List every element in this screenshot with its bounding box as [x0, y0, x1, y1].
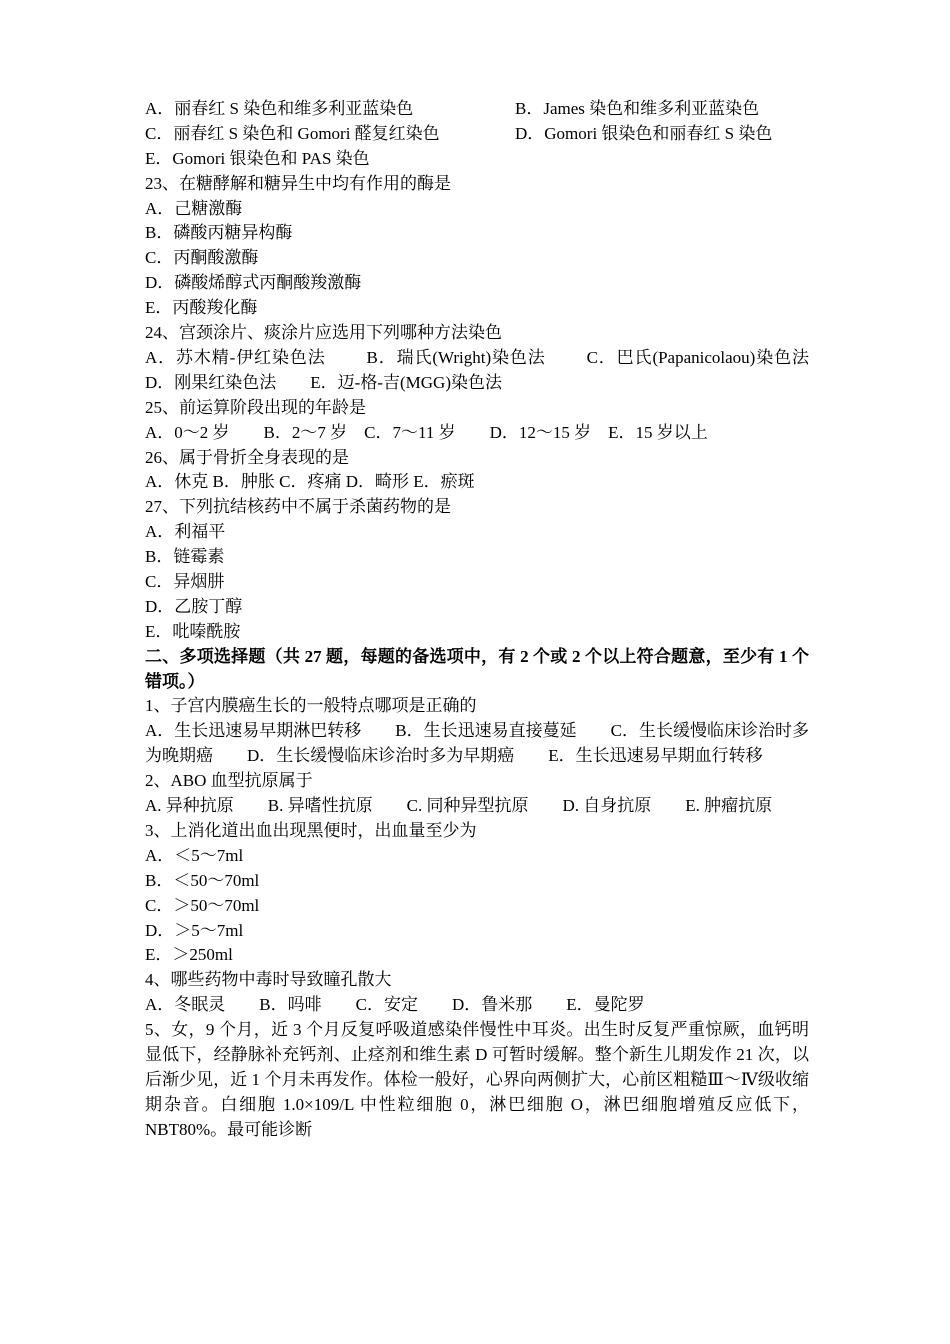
m4-options: A．冬眠灵 B．吗啡 C．安定 D．鲁米那 E．曼陀罗 [145, 995, 645, 1015]
q22-option-b: B．James 染色和维多利亚蓝染色 [515, 99, 760, 118]
q27-stem: 27、下列抗结核药中不属于杀菌药物的是 [145, 497, 451, 517]
q23-option-e: E．丙酸羧化酶 [145, 298, 258, 318]
q22-option-a: A．丽春红 S 染色和维多利亚蓝染色 [145, 99, 414, 118]
q22-options-row-2 [145, 122, 809, 147]
q23-option-c: C．丙酮酸激酶 [145, 248, 259, 268]
m1-stem: 1、子宫内膜癌生长的一般特点哪项是正确的 [145, 696, 477, 716]
m4-stem: 4、哪些药物中毒时导致瞳孔散大 [145, 970, 392, 990]
m5-stem: 5、女，9 个月，近 3 个月反复呼吸道感染伴慢性中耳炎。出生时反复严重惊厥，血钙明显低下，经静脉补充钙剂、止痉剂和维生素 D 可暂时缓解。整个新生儿期发作 21 次，以后渐少见，近 1 个月未再发作。体检一般好，心界向两侧扩大，心前区粗糙Ⅲ～Ⅳ级收缩期杂音。白细胞 1.0×109/L 中性粒细胞 0，淋巴细胞 O，淋巴细胞增殖反应低下，NBT80%。最可能诊断 [145, 1020, 809, 1139]
q23-option-b: B．磷酸丙糖异构酶 [145, 223, 293, 243]
q22-option-c: C．丽春红 S 染色和 Gomori 醛复红染色 [145, 123, 440, 143]
m1-options: A．生长迅速易早期淋巴转移 B．生长迅速易直接蔓延 C．生长缓慢临床诊治时多为晚期癌 D．生长缓慢临床诊治时多为早期癌 E．生长迅速易早期血行转移 [145, 721, 809, 766]
document-page [145, 97, 843, 1143]
m2-options: A. 异种抗原 B. 异嗜性抗原 C. 同种异型抗原 D. 自身抗原 E. 肿瘤抗原 [145, 796, 773, 816]
q22-options-row-1 [145, 97, 809, 122]
q27-option-b: B．链霉素 [145, 547, 225, 567]
m3-option-a: A．＜5～7ml [145, 845, 244, 865]
m2-stem: 2、ABO 血型抗原属于 [145, 771, 313, 791]
q22-option-e: E．Gomori 银染色和 PAS 染色 [145, 148, 370, 168]
q24-stem: 24、宫颈涂片、痰涂片应选用下列哪种方法染色 [145, 323, 502, 343]
q24-options: A．苏木精-伊红染色法 B．瑞氏(Wright)染色法 C．巴氏(Papanicolaou)染色法 D．刚果红染色法 E．迈-格-吉(MGG)染色法 [145, 347, 843, 392]
q27-option-a: A．利福平 [145, 522, 226, 542]
m3-option-e: E．＞250ml [145, 945, 233, 965]
q22-option-d: D．Gomori 银染色和丽春红 S 染色 [515, 123, 773, 143]
q27-option-d: D．乙胺丁醇 [145, 596, 243, 616]
q25-options: A．0～2 岁 B．2～7 岁 C．7～11 岁 D．12～15 岁 E．15 岁以上 [145, 422, 708, 442]
q23-option-d: D．磷酸烯醇式丙酮酸羧激酶 [145, 273, 362, 293]
q23-option-a: A．己糖激酶 [145, 198, 243, 218]
q23-stem: 23、在糖酵解和糖异生中均有作用的酶是 [145, 173, 451, 193]
q27-option-c: C．异烟肼 [145, 571, 225, 591]
section-2-heading: 二、多项选择题（共 27 题，每题的备选项中，有 2 个或 2 个以上符合题意，至少有 1 个错项。） [145, 646, 809, 691]
m3-option-c: C．＞50～70ml [145, 895, 260, 915]
m3-stem: 3、上消化道出血出现黑便时，出血量至少为 [145, 820, 477, 840]
q26-options: A．休克 B．肿胀 C．疼痛 D．畸形 E．瘀斑 [145, 472, 475, 492]
m3-option-d: D．＞5～7ml [145, 920, 244, 940]
q27-option-e: E．吡嗪酰胺 [145, 621, 241, 641]
q26-stem: 26、属于骨折全身表现的是 [145, 447, 349, 467]
m3-option-b: B．＜50～70ml [145, 870, 260, 890]
q25-stem: 25、前运算阶段出现的年龄是 [145, 397, 366, 417]
